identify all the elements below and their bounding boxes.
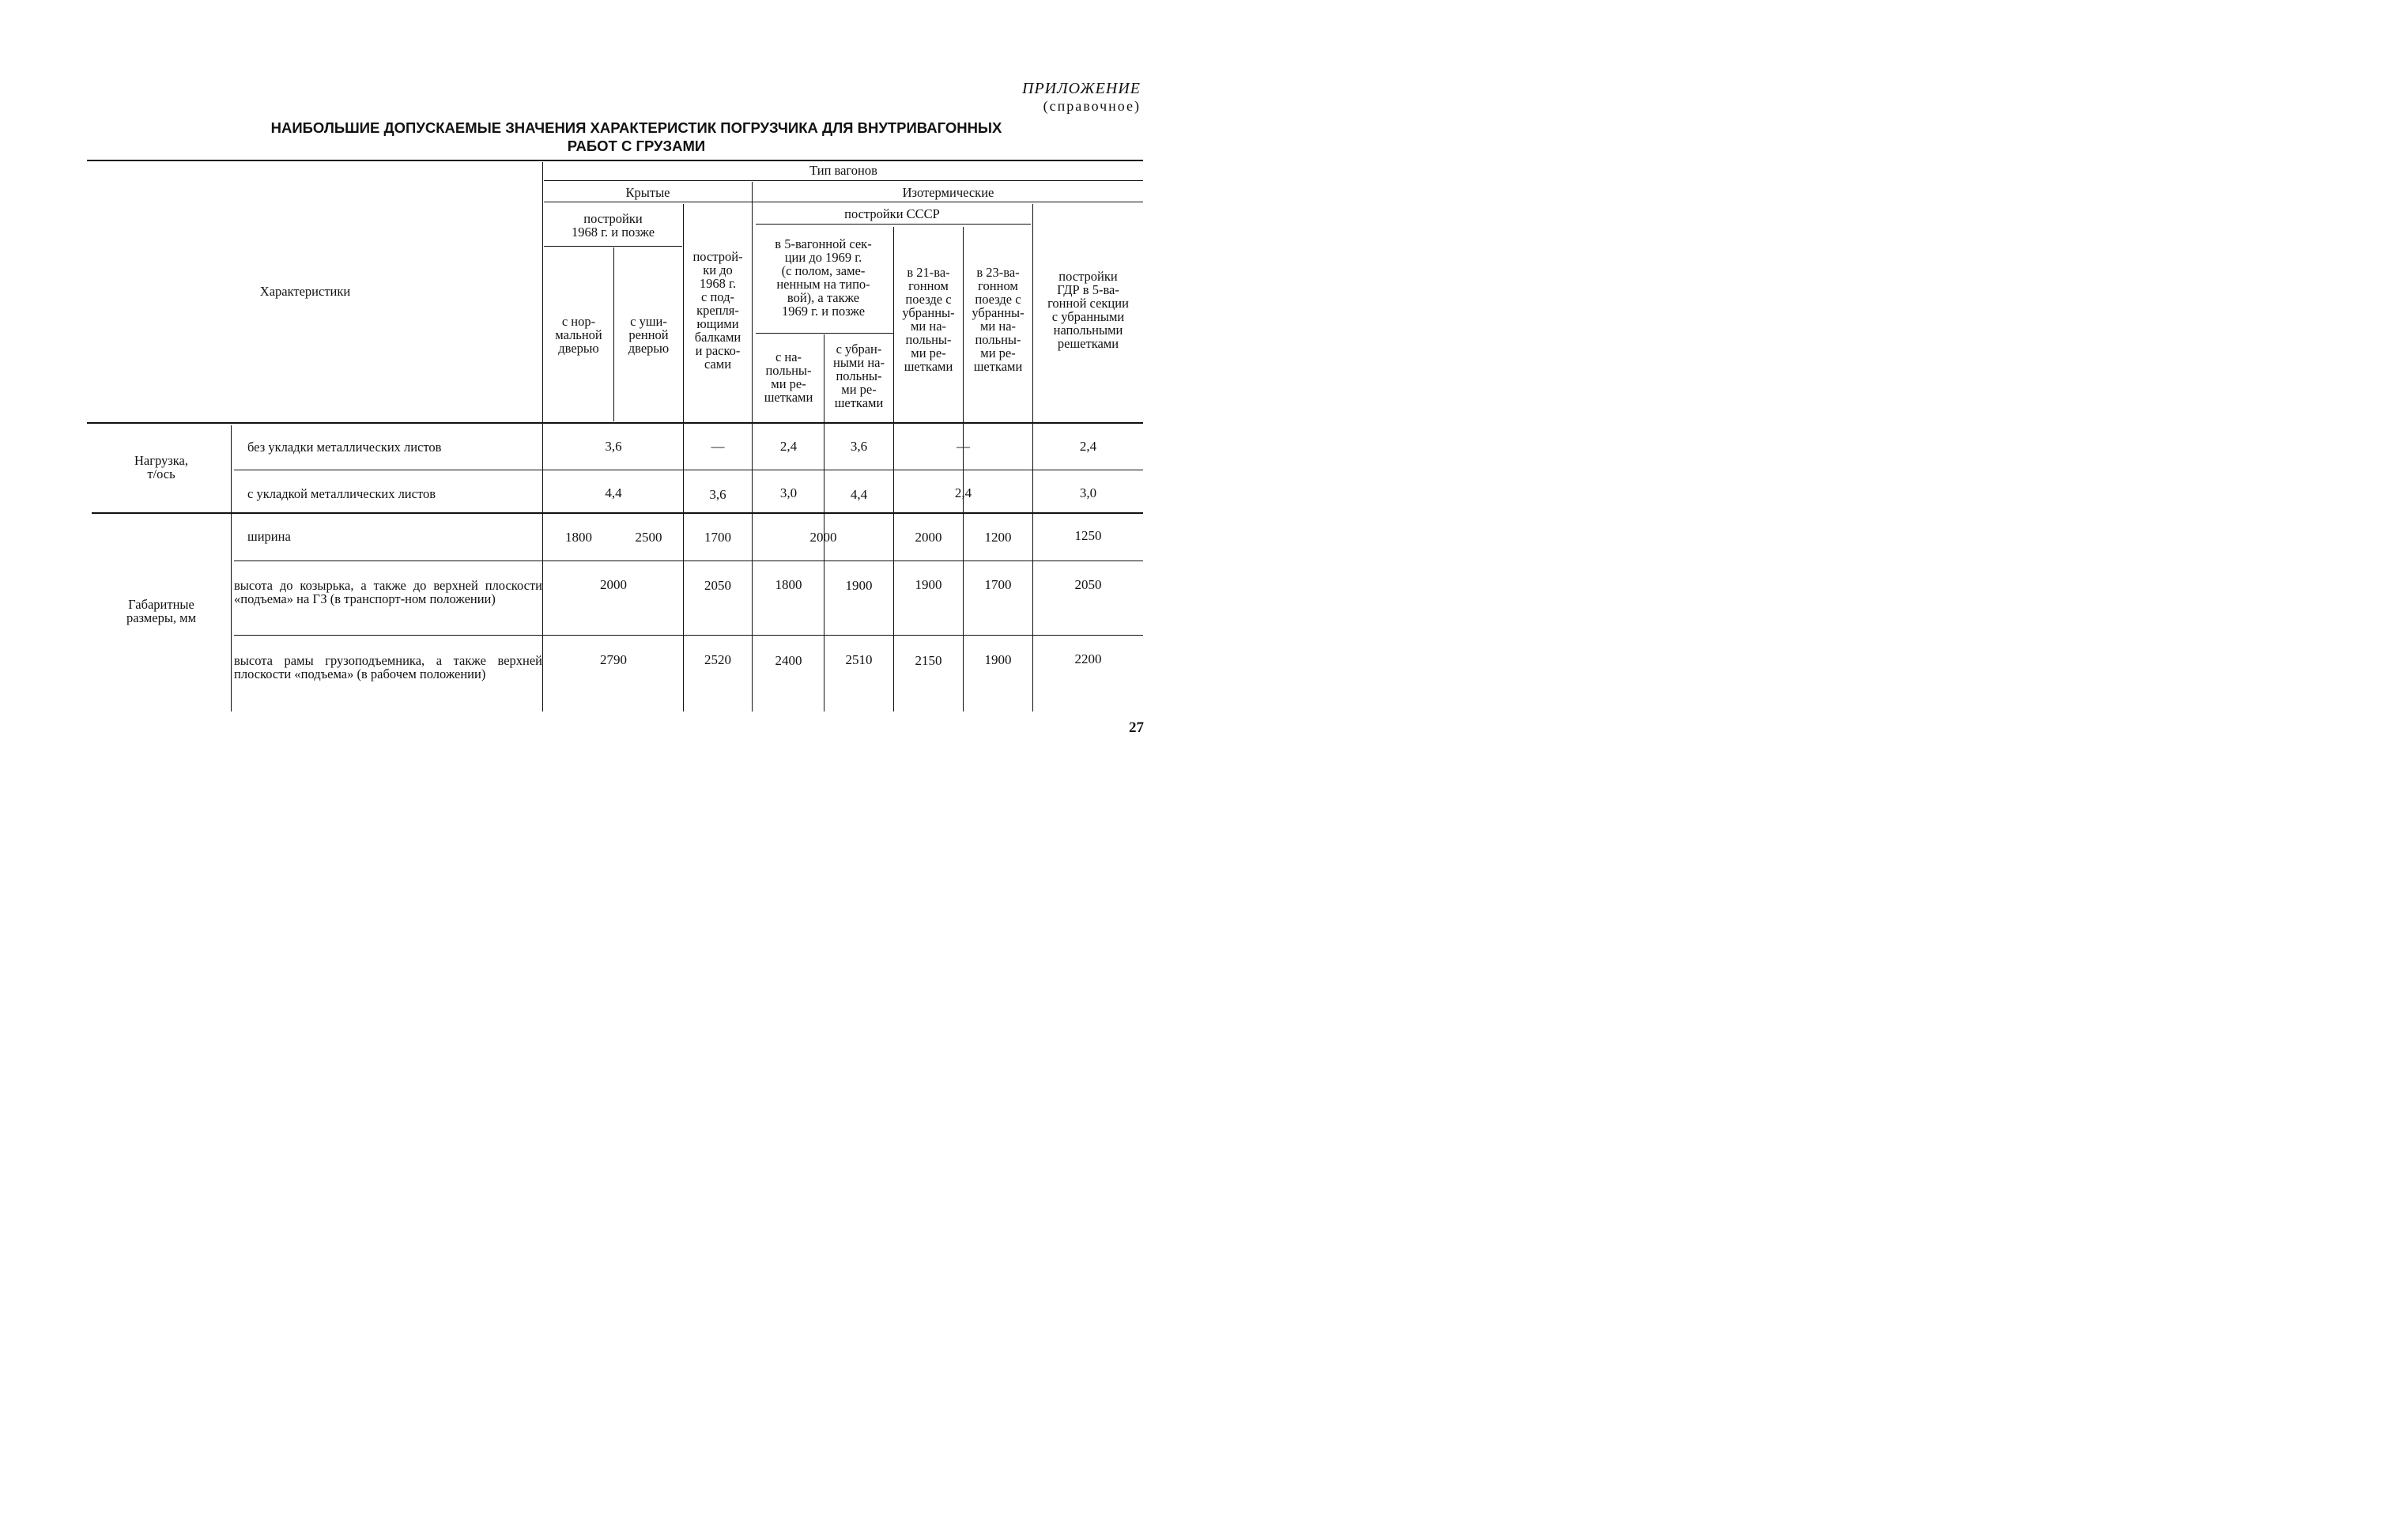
header-wagon-type: Тип вагонов [809, 163, 877, 178]
row-label-load-without-sheets: без укладки металлических листов [247, 440, 442, 455]
header-characteristics: Характеристики [259, 284, 351, 299]
header-built-before-1968: построй- ки до 1968 г. с под- крепля- ющими балками и раско- сами [692, 249, 743, 372]
header-wide-door: с уши- ренной дверью [628, 314, 670, 356]
cell-load-with-trains: 2,4 [954, 485, 972, 500]
cell-canopy-train-23: 1700 [984, 577, 1012, 592]
cell-mast-train-21: 2150 [915, 653, 942, 668]
cell-mast-gdr: 2200 [1074, 651, 1102, 666]
cell-load-with-gdr: 3,0 [1079, 485, 1097, 500]
cell-load-with-covered-1968: 4,4 [605, 485, 622, 500]
cell-load-without-trains: — [957, 439, 970, 454]
cell-canopy-before-1968: 2050 [704, 578, 731, 593]
cell-load-with-with-grates: 3,0 [779, 485, 798, 500]
header-with-grates: с на- польны- ми ре- шетками [764, 349, 813, 405]
page-number: 27 [1129, 719, 1144, 736]
cell-canopy-covered-1968: 2000 [600, 577, 627, 592]
row-group-dimensions: Габаритные размеры, мм [126, 597, 197, 625]
cell-canopy-with-grates: 1800 [775, 577, 802, 592]
cell-width-train-21: 2000 [915, 530, 942, 545]
header-covered: Крытые [625, 185, 670, 200]
cell-mast-grates-removed: 2510 [845, 652, 873, 667]
cell-width-normal-door: 1800 [565, 530, 592, 545]
cell-mast-before-1968: 2520 [704, 652, 731, 667]
header-grates-removed: с убран- ными на- польны- ми ре- шетками [833, 342, 885, 410]
cell-canopy-gdr: 2050 [1074, 577, 1102, 592]
row-group-load: Нагрузка, т/ось [134, 453, 189, 481]
cell-mast-covered-1968: 2790 [600, 652, 627, 667]
cell-mast-train-23: 1900 [984, 652, 1012, 667]
cell-load-without-grates-removed: 3,6 [850, 439, 868, 454]
row-label-load-with-sheets: с укладкой металлических листов [247, 486, 436, 501]
cell-width-train-23: 1200 [984, 530, 1012, 545]
appendix-title: ПРИЛОЖЕНИЕ [1022, 80, 1141, 97]
cell-width-gdr: 1250 [1074, 528, 1102, 543]
header-built-1968-later: постройки 1968 г. и позже [571, 211, 655, 240]
row-label-canopy-height: высота до козырька, а также до верхней плоскости «подъема» на ГЗ (в транспорт-ном положении) [234, 578, 542, 606]
cell-load-with-before-1968: 3,6 [709, 487, 726, 502]
header-21-wagon-train: в 21-ва- гонном поезде с убранны- ми на- польны- ми ре- шетками [902, 265, 955, 374]
document-title: НАИБОЛЬШИЕ ДОПУСКАЕМЫЕ ЗНАЧЕНИЯ ХАРАКТЕРИСТИК ПОГРУЗЧИКА ДЛЯ ВНУТРИВАГОННЫХ РАБОТ С ГРУЗАМИ [270, 119, 1002, 154]
cell-canopy-train-21: 1900 [915, 577, 942, 592]
header-23-wagon-train: в 23-ва- гонном поезде с убранны- ми на- польны- ми ре- шетками [972, 265, 1024, 374]
row-label-width: ширина [247, 529, 291, 544]
cell-load-without-with-grates: 2,4 [779, 439, 798, 454]
header-built-ussr: постройки СССР [844, 206, 940, 221]
cell-canopy-grates-removed: 1900 [845, 578, 873, 593]
cell-width-five-wagon: 2000 [809, 530, 837, 545]
cell-width-wide-door: 2500 [635, 530, 662, 545]
cell-load-with-grates-removed: 4,4 [850, 487, 868, 502]
cell-mast-with-grates: 2400 [775, 653, 802, 668]
cell-load-without-covered-1968: 3,6 [605, 439, 622, 454]
header-isothermal: Изотермические [902, 185, 994, 200]
appendix-note: (справочное) [1043, 98, 1141, 114]
cell-load-without-before-1968: — [711, 439, 725, 454]
row-label-mast-height: высота рамы грузоподъемника, а также верхней плоскости «подъема» (в рабочем положении) [234, 653, 542, 681]
header-gdr: постройки ГДР в 5-ва- гонной секции с убранными напольными решетками [1047, 269, 1129, 351]
cell-width-before-1968: 1700 [704, 530, 731, 545]
cell-load-without-gdr: 2,4 [1079, 439, 1097, 454]
header-normal-door: с нор- мальной дверью [555, 314, 602, 356]
header-five-wagon-section: в 5-вагонной сек- ции до 1969 г. (с полом, заме- ненным на типо- вой), а также 1969 г. и позже [775, 236, 872, 319]
